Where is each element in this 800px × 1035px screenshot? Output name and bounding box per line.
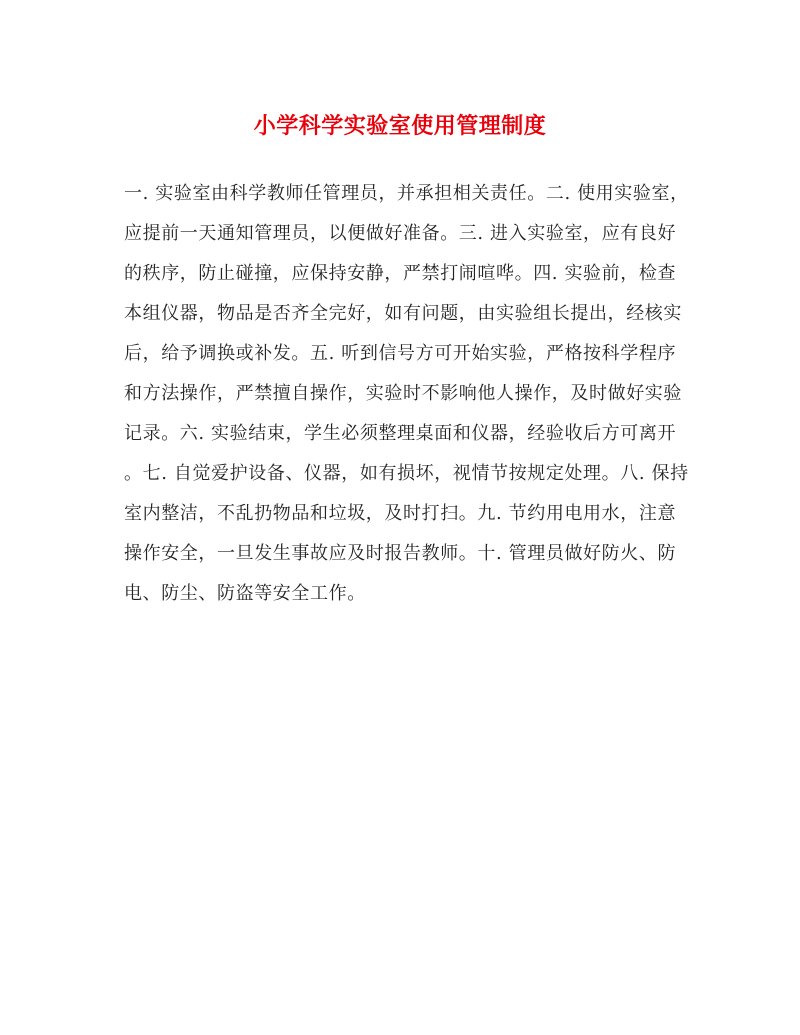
body-line: 应提前一天通知管理员，以便做好准备。三. 进入实验室，应有良好: [124, 223, 677, 244]
body-line: 室内整洁，不乱扔物品和垃圾，及时打扫。九. 节约用电用水，注意: [124, 503, 677, 524]
body-line: 和方法操作，严禁擅自操作，实验时不影响他人操作，及时做好实验: [124, 383, 682, 404]
body-line: 本组仪器，物品是否齐全完好，如有问题，由实验组长提出，经核实: [124, 303, 682, 324]
body-line: 的秩序，防止碰撞，应保持安静，严禁打闹喧哗。四. 实验前，检查: [124, 263, 677, 284]
body-line: 记录。六. 实验结束，学生必须整理桌面和仪器，经验收后方可离开: [124, 423, 677, 444]
document-title: 小学科学实验室使用管理制度: [253, 113, 547, 139]
body-line: 。七. 自觉爱护设备、仪器，如有损坏，视情节按规定处理。八. 保持: [124, 463, 689, 484]
body-line: 后，给予调换或补发。五. 听到信号方可开始实验，严格按科学程序: [124, 343, 677, 364]
body-line: 电、防尘、防盗等安全工作。: [124, 583, 366, 604]
body-line: 操作安全，一旦发生事故应及时报告教师。十. 管理员做好防火、防: [124, 543, 677, 564]
body-line: 一. 实验室由科学教师任管理员，并承担相关责任。二. 使用实验室，: [124, 183, 689, 204]
